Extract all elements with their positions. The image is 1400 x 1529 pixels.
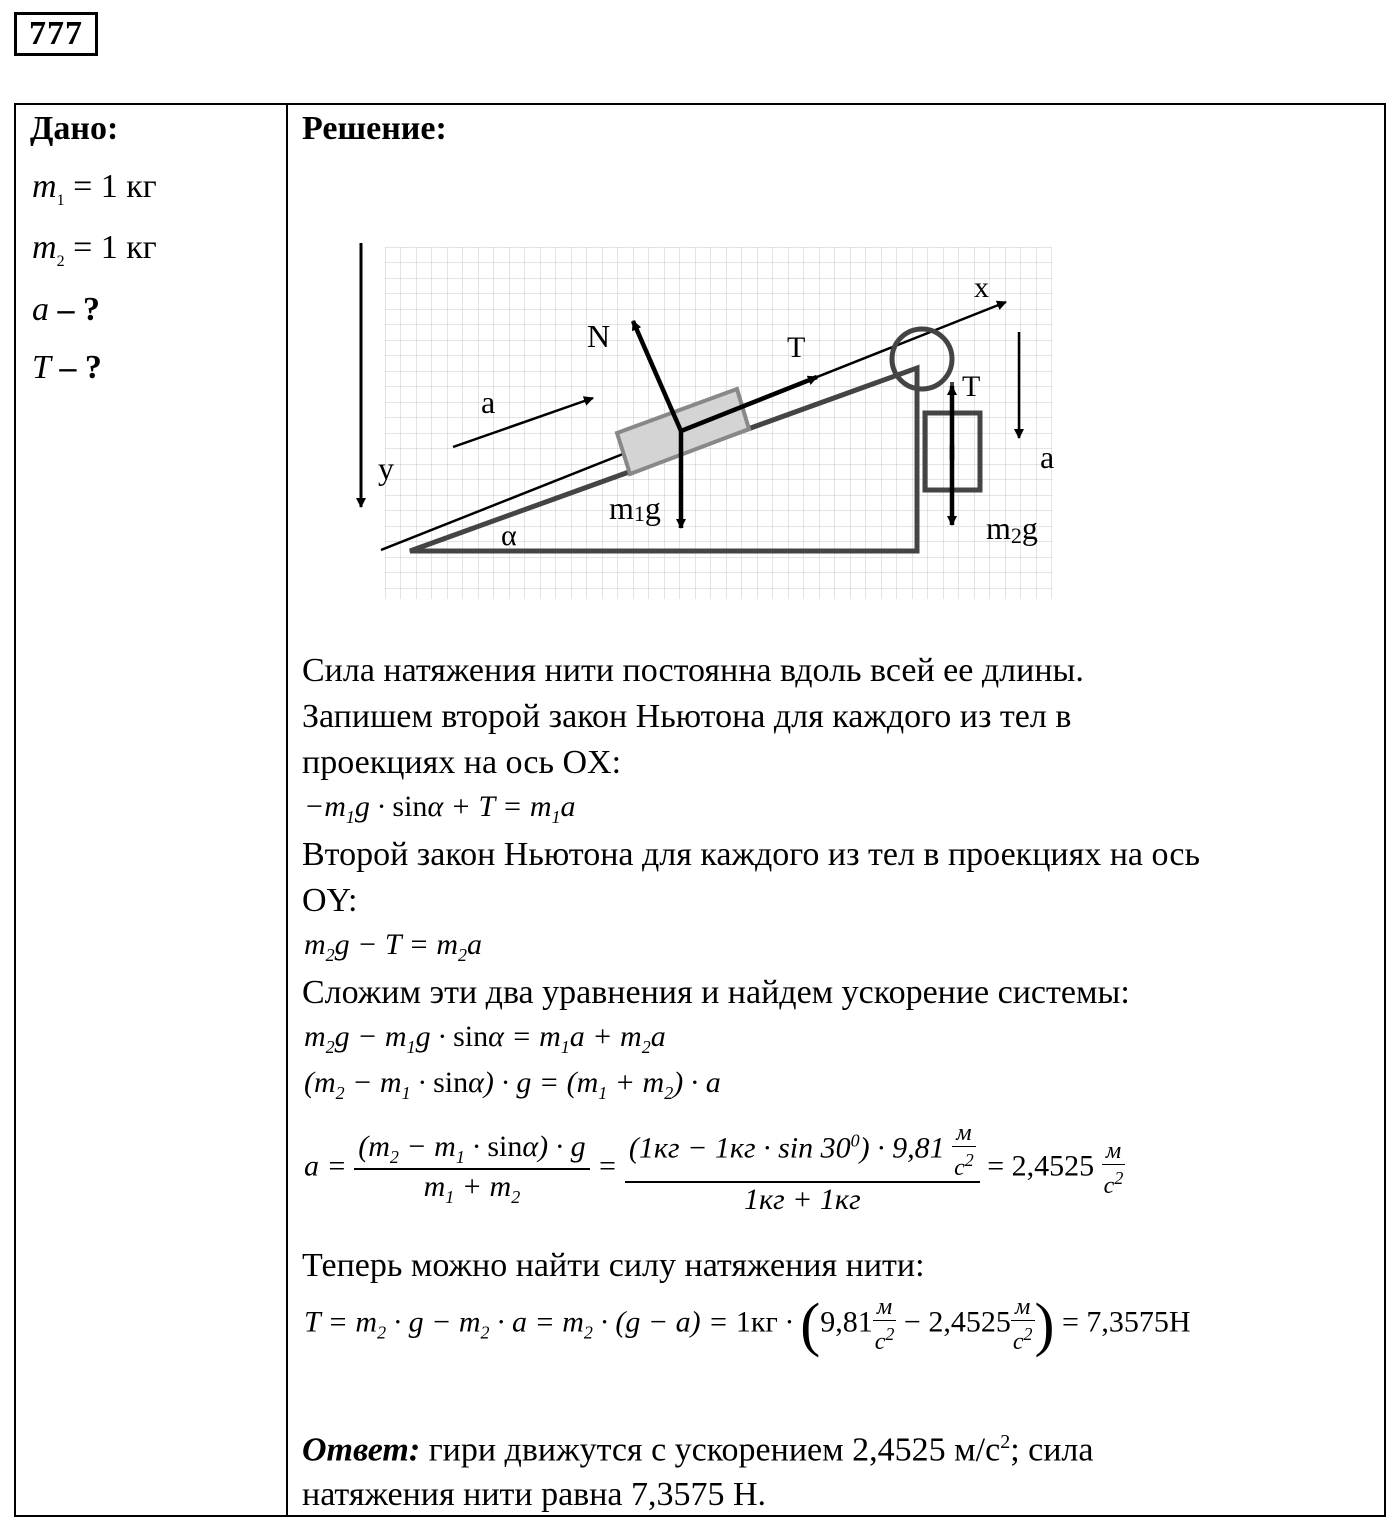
given-a: a – ? [32, 291, 100, 328]
label-t2: T [962, 370, 981, 403]
text-p6: Сложим эти два уравнения и найдем ускорение системы: [302, 974, 1130, 1011]
equation-ox: $-m_1g \cdot \sin\alpha + T = m_1a$ [304, 790, 576, 827]
label-t1: T [787, 331, 806, 364]
text-p2: Запишем второй закон Ньютона для каждого из тел в [302, 698, 1072, 735]
equation-factor: $(m_2 - m_1 \cdot \sin\alpha) \cdot g = (m_1 + m_2) \cdot a$ [304, 1066, 721, 1103]
label-m2g: m2g [986, 510, 1038, 548]
problem-number: 777 [14, 12, 98, 56]
label-m1g: m1g [609, 490, 661, 526]
label-y: y [378, 450, 394, 486]
label-a2: a [1040, 439, 1055, 475]
label-alpha: α [501, 519, 517, 552]
label-x: x [974, 271, 989, 304]
column-divider [286, 103, 288, 1517]
text-p5: OY: [302, 882, 358, 919]
incline-diagram [340, 230, 1070, 610]
given-title: Дано: [30, 110, 119, 147]
answer-line-1: Ответ: гири движутся с ускорением 2,4525 $м/с^2$; сила [302, 1431, 1094, 1469]
solution-title: Решение: [302, 110, 447, 147]
equation-sum: $m_2g - m_1g \cdot \sin\alpha = m_1a + m_2a$ [304, 1020, 666, 1057]
text-p4: Второй закон Ньютона для каждого из тел в проекциях на ось [302, 836, 1200, 873]
given-m2: $m_2 = 1$ кг [32, 229, 157, 270]
label-n: N [587, 318, 611, 354]
label-a1: a [481, 384, 496, 420]
text-p7: Теперь можно найти силу натяжения нити: [302, 1247, 925, 1284]
answer-line-2: натяжения нити равна 7,3575 Н. [302, 1476, 767, 1513]
given-t: T – ? [32, 349, 102, 386]
equation-acceleration: a = $\frac{(m_2 - m_1 \cdot \sin\alpha) \cdot g}{m_1 + m_2}$ = $(1кг - 1кг \cdot \sin 30^0) \cdot 9,81$ м $c^2$ 1кг + 1кг = 2,4525 м $c^2$ [304, 1120, 1124, 1216]
equation-oy: $m_2g - T = m_2a$ [304, 928, 482, 965]
text-p1: Сила натяжения нити постоянна вдоль всей ее длины. [302, 652, 1084, 689]
equation-tension: $T = m_2 \cdot g - m_2 \cdot a = m_2 \cdot (g - a) = 1кг \cdot (9,81$ м $c^2$ − 2,4525 м $c^2$ ) = 7,3575H [304, 1291, 1191, 1358]
text-p3: проекциях на ось OX: [302, 744, 622, 781]
given-m1: $m_1 = 1$ кг [32, 168, 157, 209]
